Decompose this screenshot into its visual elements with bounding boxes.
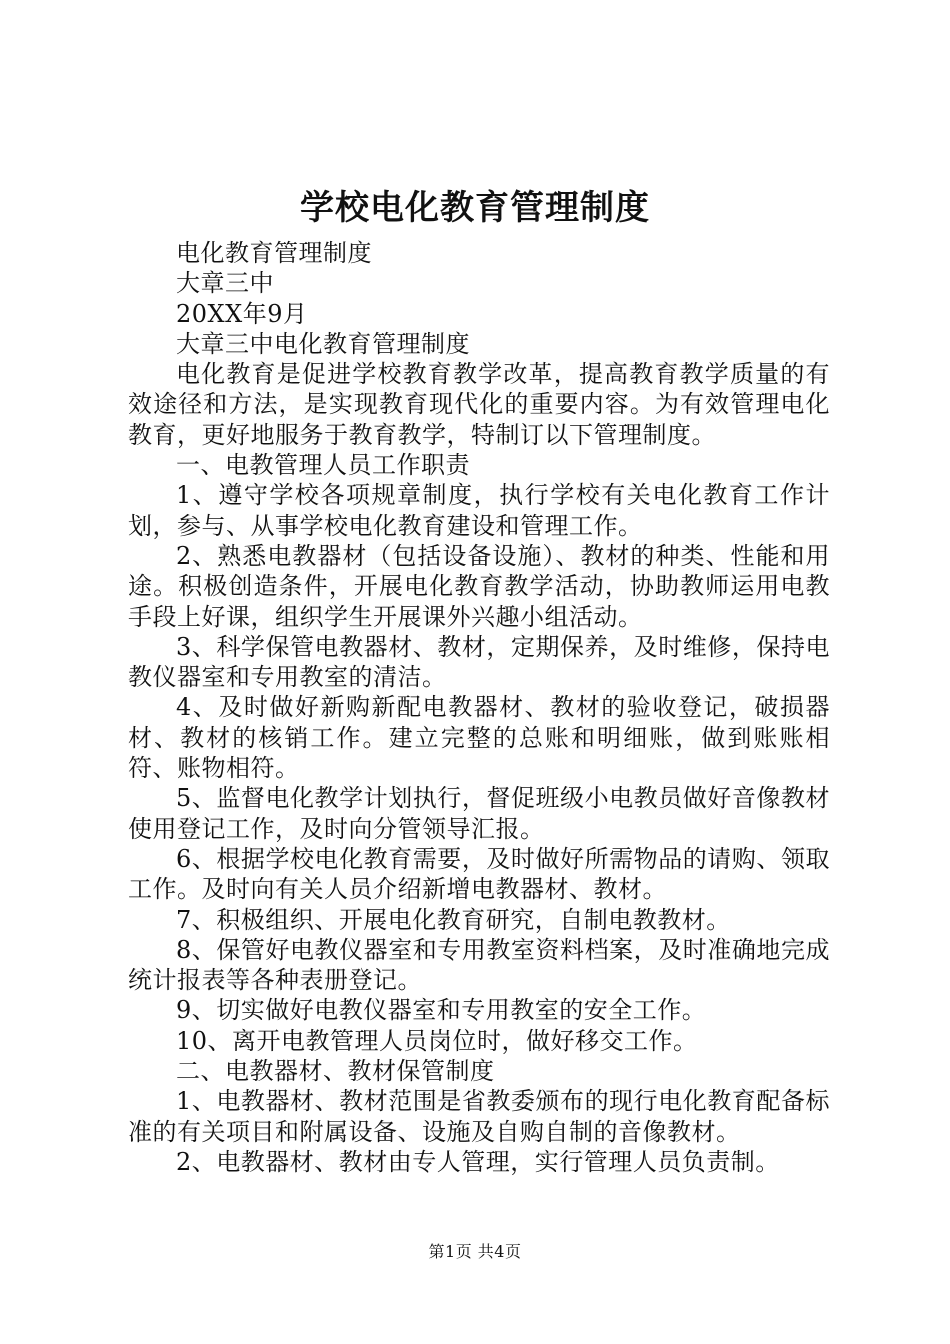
paragraph: 3、科学保管电教器材、教材，定期保养，及时维修，保持电教仪器室和专用教室的清洁。 (128, 632, 830, 692)
paragraph: 9、切实做好电教仪器室和专用教室的安全工作。 (176, 996, 707, 1025)
document-title: 学校电化教育管理制度 (300, 188, 650, 228)
paragraph: 5、监督电化教学计划执行，督促班级小电教员做好音像教材使用登记工作，及时向分管领导汇报。 (128, 784, 830, 843)
paragraph: 1、遵守学校各项规章制度，执行学校有关电化教育工作计划，参与、从事学校电化教育建设和管理工作。 (128, 481, 830, 540)
paragraph: 8、保管好电教仪器室和专用教室资料档案，及时准确地完成统计报表等各种表册登记。 (128, 935, 830, 995)
paragraph: 电化教育是促进学校教育教学改革，提高教育教学质量的有效途径和方法，是实现教育现代化的重要内容。为有效管理电化教育，更好地服务于教育教学，特制订以下管理制度。 (128, 360, 830, 449)
paragraph: 6、根据学校电化教育需要，及时做好所需物品的请购、领取工作。及时向有关人员介绍新增电教器材、教材。 (128, 844, 830, 904)
document-body (128, 238, 830, 1177)
page-footer: 第1页 共4页 (428, 1242, 522, 1261)
paragraph: 2、电教器材、教材由专人管理，实行管理人员负责制。 (176, 1147, 780, 1176)
paragraph: 20XX年9月 (176, 299, 308, 328)
paragraph: 电化教育管理制度 (176, 239, 372, 267)
section-heading: 一、电教管理人员工作职责 (176, 451, 470, 480)
paragraph: 2、熟悉电教器材（包括设备设施）、教材的种类、性能和用途。积极创造条件，开展电化教育教学活动，协助教师运用电教手段上好课，组织学生开展课外兴趣小组活动。 (128, 541, 830, 631)
paragraph: 大章三中 (176, 269, 274, 298)
paragraph: 7、积极组织、开展电化教育研究，自制电教教材。 (176, 905, 731, 934)
paragraph: 4、及时做好新购新配电教器材、教材的验收登记，破损器材、教材的核销工作。建立完整的总账和明细账，做到账账相符、账物相符。 (128, 693, 830, 783)
paragraph: 1、电教器材、教材范围是省教委颁布的现行电化教育配备标准的有关项目和附属设备、设施及自购自制的音像教材。 (128, 1087, 830, 1146)
section-heading: 二、电教器材、教材保管制度 (176, 1057, 495, 1086)
paragraph: 大章三中电化教育管理制度 (176, 329, 470, 358)
paragraph: 10、离开电教管理人员岗位时，做好移交工作。 (176, 1026, 698, 1055)
